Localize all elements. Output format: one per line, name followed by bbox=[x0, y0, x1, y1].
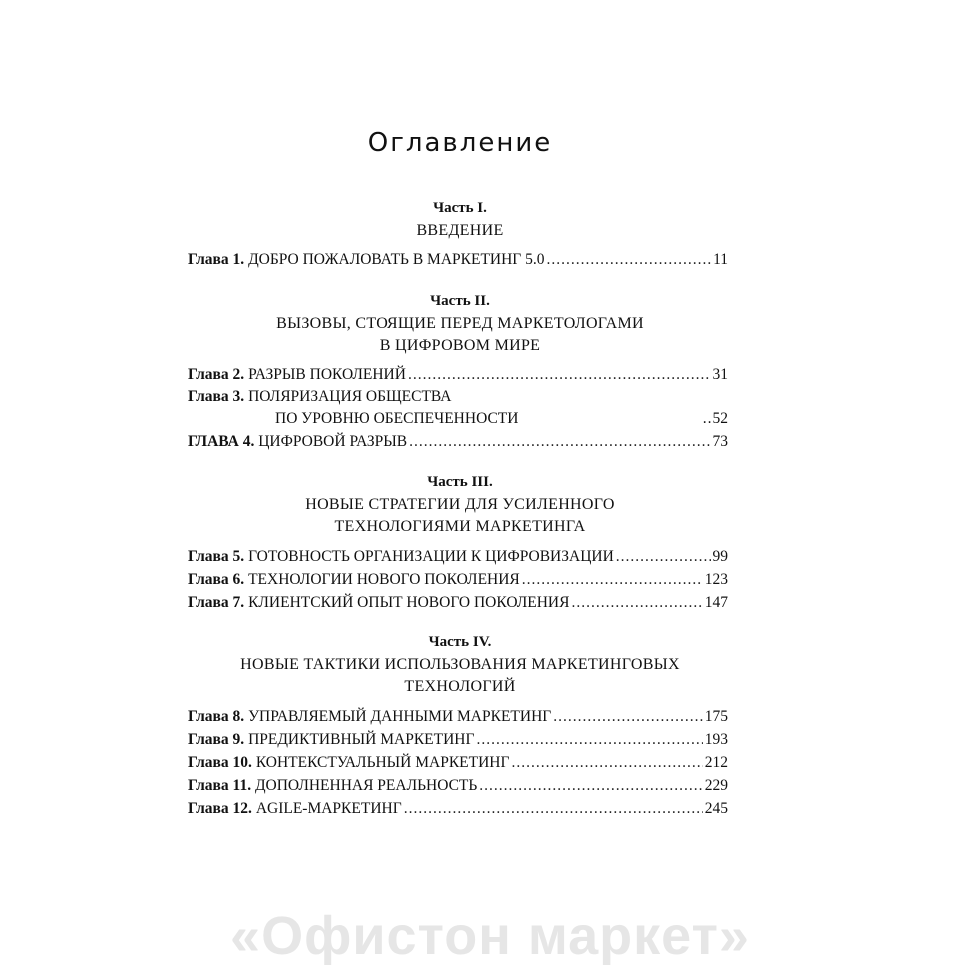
part-name: В ЦИФРОВОМ МИРЕ bbox=[379, 337, 541, 354]
part-name: НОВЫЕ ТАКТИКИ ИСПОЛЬЗОВАНИЯ МАРКЕТИНГОВЫХ bbox=[240, 656, 680, 673]
part-label: Часть II. bbox=[430, 293, 490, 309]
chapter-title: ГЛАВА 4. ЦИФРОВОЙ РАЗРЫВ bbox=[188, 433, 408, 450]
toc-entry-chapter-11[interactable] bbox=[188, 777, 728, 799]
dot-leader bbox=[479, 777, 702, 795]
chapter-title: Глава 8. УПРАВЛЯЕМЫЙ ДАННЫМИ МАРКЕТИНГ bbox=[188, 708, 552, 725]
dot-leader bbox=[616, 548, 711, 566]
chapter-title: Глава 10. КОНТЕКСТУАЛЬНЫЙ МАРКЕТИНГ bbox=[188, 754, 510, 771]
page-title: Оглавление bbox=[367, 128, 553, 158]
page-number: 11 bbox=[713, 251, 728, 268]
chapter-title: Глава 12. AGILE-МАРКЕТИНГ bbox=[188, 800, 402, 817]
toc-entry-chapter-5[interactable] bbox=[188, 548, 728, 570]
page-number: ..52 bbox=[702, 410, 728, 427]
dot-leader bbox=[408, 366, 711, 384]
chapter-title: Глава 5. ГОТОВНОСТЬ ОРГАНИЗАЦИИ К ЦИФРОВИЗАЦИИ bbox=[188, 548, 614, 565]
dot-leader bbox=[476, 731, 702, 749]
toc-entry-chapter-4[interactable] bbox=[188, 433, 728, 455]
part-label: Часть I. bbox=[433, 200, 487, 216]
part-name: ВВЕДЕНИЕ bbox=[416, 222, 504, 239]
part-label: Часть IV. bbox=[428, 634, 492, 650]
chapter-title: Глава 2. РАЗРЫВ ПОКОЛЕНИЙ bbox=[188, 366, 406, 383]
toc-entry-chapter-6[interactable] bbox=[188, 571, 728, 593]
toc-entry-chapter-3[interactable] bbox=[188, 388, 728, 410]
chapter-title: Глава 9. ПРЕДИКТИВНЫЙ МАРКЕТИНГ bbox=[188, 731, 475, 748]
watermark: «Офистон маркет» bbox=[230, 906, 750, 966]
toc-entry-chapter-3-continued[interactable] bbox=[275, 410, 728, 432]
dot-leader bbox=[511, 754, 702, 772]
toc-entry-chapter-8[interactable] bbox=[188, 708, 728, 730]
chapter-title: Глава 11. ДОПОЛНЕННАЯ РЕАЛЬНОСТЬ bbox=[188, 777, 478, 794]
chapter-title: Глава 6. ТЕХНОЛОГИИ НОВОГО ПОКОЛЕНИЯ bbox=[188, 571, 520, 588]
part-name: ТЕХНОЛОГИЙ bbox=[404, 678, 516, 695]
page-number: 245 bbox=[704, 800, 728, 817]
page-number: 73 bbox=[712, 433, 728, 450]
page-number: 175 bbox=[704, 708, 728, 725]
dot-leader bbox=[553, 708, 703, 726]
toc-entry-chapter-12[interactable] bbox=[188, 800, 728, 822]
part-name: ВЫЗОВЫ, СТОЯЩИЕ ПЕРЕД МАРКЕТОЛОГАМИ bbox=[276, 315, 644, 332]
part-name: ТЕХНОЛОГИЯМИ МАРКЕТИНГА bbox=[334, 518, 586, 535]
page-number: 193 bbox=[704, 731, 728, 748]
page-number: 147 bbox=[704, 594, 728, 611]
toc-entry-chapter-7[interactable] bbox=[188, 594, 728, 616]
toc-entry-chapter-9[interactable] bbox=[188, 731, 728, 753]
dot-leader bbox=[522, 571, 703, 589]
chapter-title: Глава 1. ДОБРО ПОЖАЛОВАТЬ В МАРКЕТИНГ 5.0 bbox=[188, 251, 545, 268]
toc-entry-chapter-2[interactable] bbox=[188, 366, 728, 388]
toc-entry-chapter-1[interactable] bbox=[188, 251, 728, 273]
part-label: Часть III. bbox=[427, 474, 493, 490]
dot-leader bbox=[547, 251, 712, 269]
dot-leader bbox=[571, 594, 702, 612]
dot-leader bbox=[404, 800, 703, 818]
chapter-title: Глава 3. ПОЛЯРИЗАЦИЯ ОБЩЕСТВА bbox=[188, 388, 452, 405]
page-number: 99 bbox=[712, 548, 728, 565]
dot-leader bbox=[409, 433, 710, 451]
part-name: НОВЫЕ СТРАТЕГИИ ДЛЯ УСИЛЕННОГО bbox=[305, 496, 615, 513]
page-number: 31 bbox=[712, 366, 728, 383]
chapter-title-continued: ПО УРОВНЮ ОБЕСПЕЧЕННОСТИ bbox=[275, 410, 519, 427]
page-number: 123 bbox=[704, 571, 728, 588]
toc-entry-chapter-10[interactable] bbox=[188, 754, 728, 776]
page-number: 212 bbox=[704, 754, 728, 771]
page-number: 229 bbox=[704, 777, 728, 794]
chapter-title: Глава 7. КЛИЕНТСКИЙ ОПЫТ НОВОГО ПОКОЛЕНИЯ bbox=[188, 594, 570, 611]
